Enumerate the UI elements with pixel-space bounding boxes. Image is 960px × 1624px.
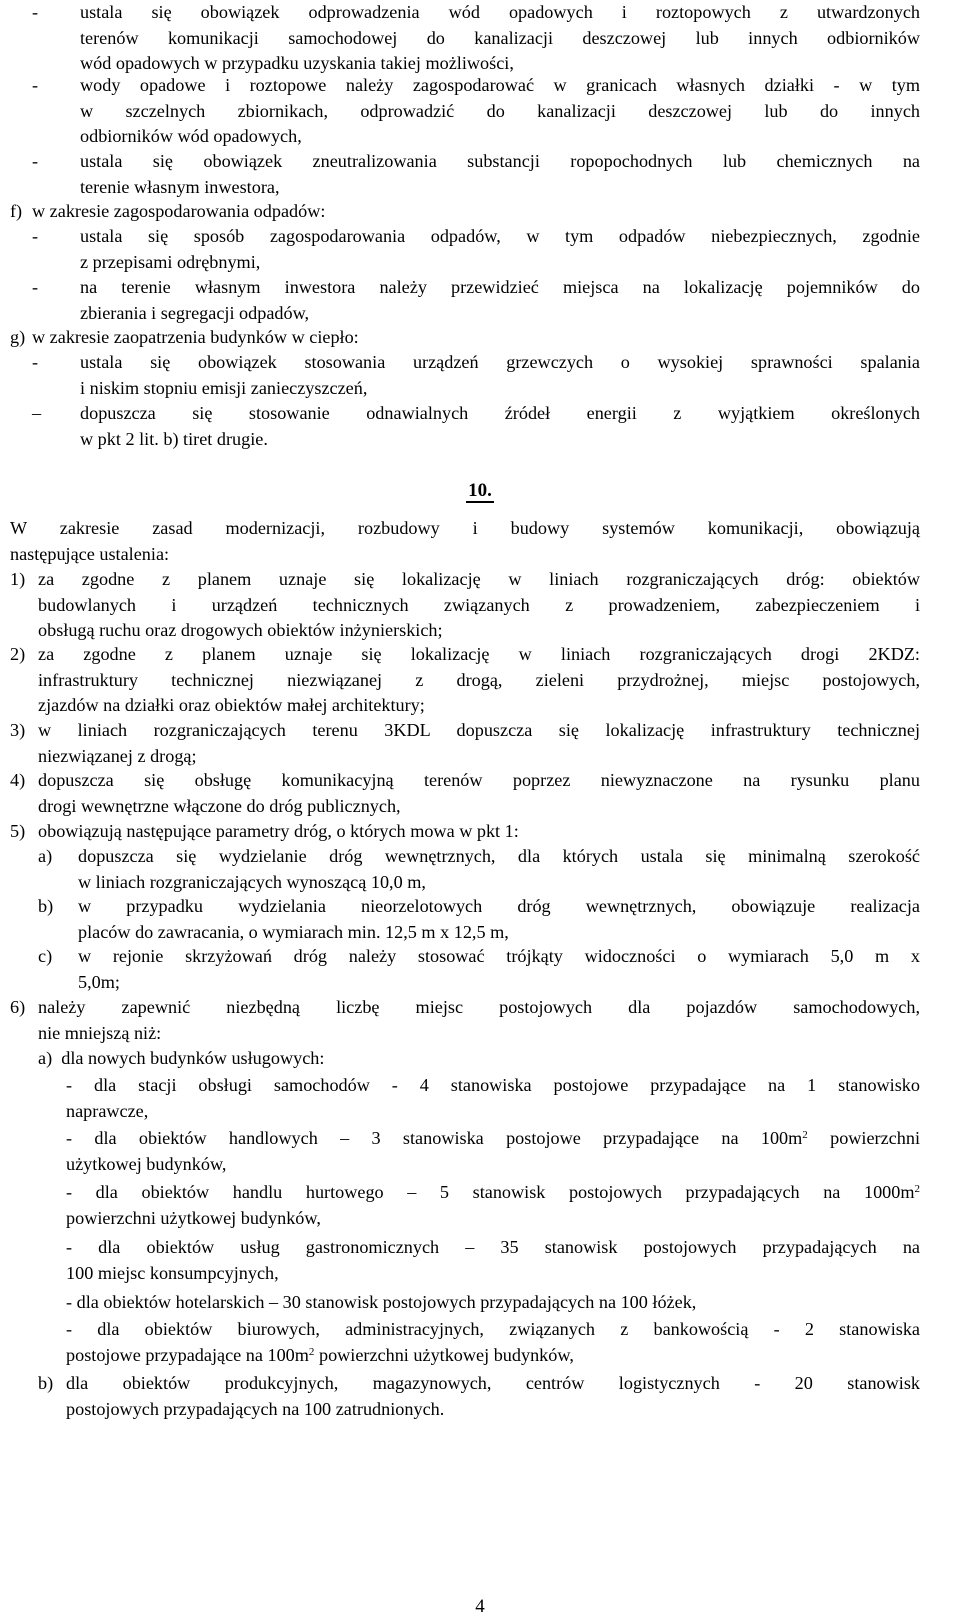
- text-line: powierzchni użytkowej budynków,: [66, 1207, 321, 1228]
- list-item-dash: [32, 0, 920, 77]
- list-item-dash: [66, 1317, 920, 1368]
- text-fragment: postojowe przypadające na 100m: [66, 1344, 309, 1365]
- dash-marker: -: [32, 2, 39, 22]
- subsection-heading: [38, 1046, 920, 1072]
- item-letter: a): [38, 846, 53, 866]
- dash-marker: -: [32, 352, 39, 372]
- section-g-heading: [10, 325, 920, 351]
- text-line: - dla obiektów usług gastronomicznych – 35 stanowisk postojowych przypadających na: [66, 1237, 920, 1257]
- text-line: naprawcze,: [66, 1100, 149, 1121]
- lettered-item: [38, 944, 920, 995]
- text-line: [66, 1180, 920, 1206]
- text-line: z przepisami odrębnymi,: [80, 251, 261, 272]
- text-line: w przypadku wydzielania nieorzelotowych dróg wewnętrznych, obowiązuje realizacja: [78, 896, 920, 916]
- text-line: 5,0m;: [78, 971, 120, 992]
- item-number: 1): [10, 569, 26, 589]
- text-line: terenów komunikacji samochodowej do kanalizacji deszczowej lub innych odbiorników: [80, 27, 920, 48]
- section-heading: w zakresie zagospodarowania odpadów:: [32, 201, 326, 221]
- numbered-item: [10, 819, 920, 845]
- text-fragment: powierzchni użytkowej budynków,: [314, 1344, 574, 1365]
- item-letter: b): [38, 1373, 54, 1393]
- list-item-dash: [66, 1290, 920, 1316]
- text-line: w liniach rozgraniczających wynoszącą 10,0 m,: [78, 871, 426, 892]
- text-line: - dla obiektów hotelarskich – 30 stanowisk postojowych przypadających na 100 łóżek,: [66, 1292, 697, 1312]
- text-line: odbiorników wód opadowych,: [80, 126, 302, 146]
- text-line: dla obiektów produkcyjnych, magazynowych, centrów logistycznych - 20 stanowisk: [66, 1373, 920, 1393]
- list-item-dash: [32, 275, 920, 326]
- text-fragment: powierzchni: [807, 1128, 921, 1148]
- page-number: 4: [475, 1596, 485, 1617]
- list-item-dash: [66, 1126, 920, 1177]
- lettered-item: [38, 894, 920, 945]
- text-line: w szczelnych zbiornikach, odprowadzić do kanalizacji deszczowej lub do innych: [80, 100, 920, 121]
- text-line: - dla obiektów biurowych, administracyjnych, związanych z bankowością - 2 stanowiska: [66, 1319, 920, 1339]
- section-heading: w zakresie zaopatrzenia budynków w ciepło:: [32, 327, 359, 347]
- text-line: dopuszcza się wydzielanie dróg wewnętrznych, dla których ustala się minimalną szerokość: [78, 846, 920, 866]
- text-line: ustala się obowiązek zneutralizowania substancji ropopochodnych lub chemicznych na: [80, 151, 920, 171]
- list-item-dash: [32, 149, 920, 200]
- dash-marker: –: [32, 403, 42, 423]
- section-f-heading: [10, 199, 920, 225]
- item-letter: b): [38, 896, 54, 916]
- text-line: [66, 1343, 920, 1369]
- item-number: 6): [10, 997, 26, 1017]
- text-fragment: - dla obiektów handlowych – 3 stanowiska postojowe przypadające na 100m: [66, 1128, 803, 1148]
- text-line: W zakresie zasad modernizacji, rozbudowy i budowy systemów komunikacji, obowiązują: [10, 518, 920, 538]
- list-item-dash: [32, 401, 920, 452]
- text-line: dopuszcza się stosowanie odnawialnych źródeł energii z wyjątkiem określonych: [80, 403, 920, 423]
- list-item-dash: [66, 1073, 920, 1124]
- text-line: w rejonie skrzyżowań dróg należy stosować trójkąty widoczności o wymiarach 5,0 m x: [78, 946, 920, 966]
- text-line: 100 miejsc konsumpcyjnych,: [66, 1262, 279, 1283]
- item-letter: c): [38, 946, 53, 966]
- numbered-item: [10, 567, 920, 644]
- numbered-item: [10, 642, 920, 719]
- superscript: 2: [914, 1183, 920, 1195]
- text-line: obsługą ruchu oraz drogowych obiektów inżynierskich;: [38, 620, 443, 640]
- text-line: obowiązują następujące parametry dróg, o których mowa w pkt 1:: [38, 821, 519, 841]
- item-number: 4): [10, 770, 26, 790]
- text-line: ustala się obowiązek stosowania urządzeń grzewczych o wysokiej sprawności spalania: [80, 352, 920, 372]
- dash-marker: -: [32, 277, 39, 297]
- text-line: dopuszcza się obsługę komunikacyjną terenów poprzez niewyznaczone na rysunku planu: [38, 770, 920, 790]
- intro-paragraph: [10, 516, 920, 567]
- text-line: i niskim stopniu emisji zanieczyszczeń,: [80, 377, 368, 398]
- list-item-dash: [32, 350, 920, 401]
- subsection-a-heading: a) dla nowych budynków usługowych:: [38, 1048, 325, 1068]
- text-line: - dla stacji obsługi samochodów - 4 stanowiska postojowe przypadające na 1 stanowisko: [66, 1075, 920, 1095]
- lettered-item: [38, 844, 920, 895]
- section-title: [0, 478, 960, 504]
- text-line: infrastruktury technicznej niezwiązanej z drogą, zieleni przydrożnej, miejsc postojowych,: [38, 669, 920, 690]
- text-line: użytkowej budynków,: [66, 1153, 227, 1174]
- superscript: 2: [308, 1345, 315, 1358]
- text-line: wody opadowe i roztopowe należy zagospodarować w granicach własnych działki - w tym: [80, 75, 920, 95]
- text-fragment: - dla obiektów handlu hurtowego – 5 stanowisk postojowych przypadających na 1000m: [66, 1182, 915, 1202]
- text-line: zjazdów na działki oraz obiektów małej architektury;: [38, 695, 425, 715]
- numbered-item: [10, 768, 920, 819]
- numbered-item: [10, 995, 920, 1046]
- section-marker: g): [10, 327, 26, 347]
- text-line: placów do zawracania, o wymiarach min. 12,5 m x 12,5 m,: [78, 921, 509, 942]
- item-number: 5): [10, 821, 26, 841]
- dash-marker: -: [32, 151, 39, 171]
- text-line: następujące ustalenia:: [10, 543, 170, 564]
- text-line: budowlanych i urządzeń technicznych związanych z prowadzeniem, zabezpieczeniem i: [38, 594, 920, 615]
- text-line: w pkt 2 lit. b) tiret drugie.: [80, 428, 268, 449]
- text-line: za zgodne z planem uznaje się lokalizację w liniach rozgraniczających dróg: obiektów: [38, 569, 920, 589]
- text-line: niezwiązanej z drogą;: [38, 745, 197, 766]
- section-number: 10.: [468, 480, 492, 501]
- text-line: ustala się obowiązek odprowadzenia wód opadowych i roztopowych z utwardzonych: [80, 2, 920, 22]
- text-line: drogi wewnętrzne włączone do dróg publicznych,: [38, 795, 401, 816]
- section-marker: f): [10, 201, 23, 221]
- dash-marker: -: [32, 226, 39, 246]
- text-line: w liniach rozgraniczających terenu 3KDL dopuszcza się lokalizację infrastruktury technicznej: [38, 720, 920, 740]
- text-line: zbierania i segregacji odpadów,: [80, 302, 310, 323]
- lettered-item: [38, 1371, 920, 1422]
- list-item-dash: [66, 1235, 920, 1286]
- list-item-dash: [32, 224, 920, 275]
- dash-marker: -: [32, 75, 39, 95]
- text-line: na terenie własnym inwestora należy przewidzieć miejsca na lokalizację pojemników do: [80, 277, 920, 297]
- text-line: wód opadowych w przypadku uzyskania takiej możliwości,: [80, 53, 514, 73]
- text-line: [66, 1126, 920, 1152]
- list-item-dash: [32, 73, 920, 150]
- text-line: należy zapewnić niezbędną liczbę miejsc postojowych dla pojazdów samochodowych,: [38, 997, 920, 1017]
- text-line: terenie własnym inwestora,: [80, 176, 280, 197]
- text-line: nie mniejszą niż:: [38, 1022, 162, 1043]
- item-number: 3): [10, 720, 26, 740]
- text-line: za zgodne z planem uznaje się lokalizację w liniach rozgraniczających drogi 2KDZ:: [38, 644, 920, 664]
- list-item-dash: [66, 1180, 920, 1231]
- text-line: postojowych przypadających na 100 zatrudnionych.: [66, 1398, 445, 1419]
- item-number: 2): [10, 644, 26, 664]
- superscript: 2: [802, 1129, 808, 1141]
- numbered-item: [10, 718, 920, 769]
- text-line: ustala się sposób zagospodarowania odpadów, w tym odpadów niebezpiecznych, zgodnie: [80, 226, 920, 246]
